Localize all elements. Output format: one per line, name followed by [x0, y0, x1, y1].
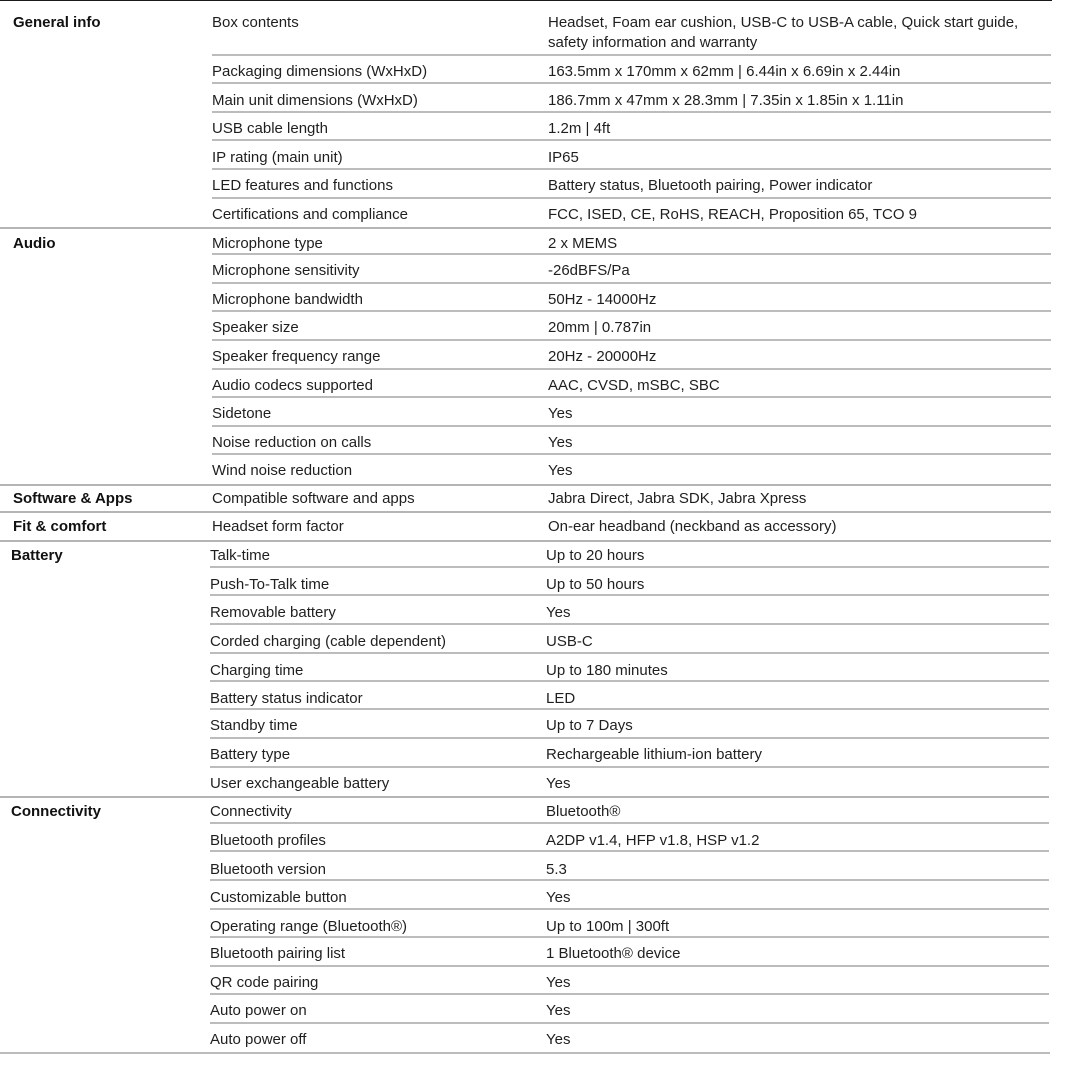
spec-value: Yes [548, 434, 573, 451]
section-label: General info [13, 14, 101, 31]
spec-key: LED features and functions [212, 177, 393, 194]
section-label: Audio [13, 235, 56, 252]
row-divider [212, 396, 1051, 398]
row-divider [210, 993, 1049, 995]
spec-key: Battery type [210, 746, 291, 763]
row-divider [212, 82, 1051, 84]
row-divider [210, 908, 1049, 910]
row-divider [212, 168, 1051, 170]
spec-key: Push-To-Talk time [210, 576, 330, 593]
spec-value: LED [546, 690, 576, 707]
row-divider [212, 282, 1051, 284]
spec-key: Headset form factor [212, 518, 344, 535]
spec-key: Microphone type [212, 235, 323, 252]
spec-key: USB cable length [212, 120, 328, 137]
spec-value: Up to 180 minutes [546, 662, 668, 679]
row-divider [210, 965, 1049, 967]
section-divider [0, 484, 1051, 486]
row-divider [210, 652, 1049, 654]
spec-key: Box contents [212, 14, 299, 31]
spec-key: Corded charging (cable dependent) [210, 633, 446, 650]
spec-key: Removable battery [210, 604, 336, 621]
row-divider [210, 594, 1049, 596]
section-label: Software & Apps [13, 490, 133, 507]
row-divider [210, 936, 1049, 938]
spec-value: Up to 7 Days [546, 717, 633, 734]
spec-key: IP rating (main unit) [212, 149, 343, 166]
spec-key: Bluetooth version [210, 861, 326, 878]
section-divider [0, 511, 1051, 513]
spec-value: Yes [546, 1031, 571, 1048]
spec-value: 1 Bluetooth® device [546, 945, 681, 962]
spec-key: Microphone bandwidth [212, 291, 363, 308]
row-divider [210, 680, 1049, 682]
section-divider [0, 540, 1051, 542]
spec-key: Main unit dimensions (WxHxD) [212, 92, 418, 109]
row-divider [212, 368, 1051, 370]
spec-key: Noise reduction on calls [212, 434, 372, 451]
spec-value: USB-C [546, 633, 593, 650]
section-label: Connectivity [11, 803, 102, 820]
row-divider [212, 139, 1051, 141]
spec-value: Yes [548, 405, 573, 422]
spec-key: Battery status indicator [210, 690, 363, 707]
spec-value: Yes [546, 974, 571, 991]
spec-value: IP65 [548, 149, 579, 166]
spec-value: 50Hz - 14000Hz [548, 291, 657, 308]
spec-key: Connectivity [210, 803, 292, 820]
section-divider [0, 227, 1051, 229]
spec-value: 2 x MEMS [548, 235, 618, 252]
spec-value: Yes [546, 775, 571, 792]
spec-value: 1.2m | 4ft [548, 120, 611, 137]
row-divider [210, 850, 1049, 852]
row-divider [210, 1022, 1049, 1024]
spec-key: Compatible software and apps [212, 490, 415, 507]
row-divider [210, 766, 1049, 768]
spec-key: Bluetooth profiles [210, 832, 326, 849]
spec-value: A2DP v1.4, HFP v1.8, HSP v1.2 [546, 832, 760, 849]
spec-key: User exchangeable battery [210, 775, 390, 792]
spec-key: Auto power off [210, 1031, 307, 1048]
section-label: Battery [11, 547, 63, 564]
row-divider [212, 54, 1051, 56]
spec-key: Packaging dimensions (WxHxD) [212, 63, 428, 80]
spec-value: FCC, ISED, CE, RoHS, REACH, Proposition 65, TCO 9 [548, 206, 918, 223]
spec-value: 163.5mm x 170mm x 62mm | 6.44in x 6.69in x 2.44in [548, 63, 901, 80]
row-divider [212, 453, 1051, 455]
spec-value: 20mm | 0.787in [548, 319, 652, 336]
row-divider [210, 708, 1049, 710]
spec-value: Headset, Foam ear cushion, USB-C to USB-A cable, Quick start guide, safety information and warranty [548, 14, 1019, 51]
row-divider [210, 879, 1049, 881]
spec-value: Up to 20 hours [546, 547, 645, 564]
spec-key: Wind noise reduction [212, 462, 353, 479]
spec-key: Operating range (Bluetooth®) [210, 918, 407, 935]
row-divider [210, 822, 1049, 824]
spec-value: Yes [546, 604, 571, 621]
row-divider [212, 339, 1051, 341]
top-divider [0, 0, 1052, 1]
spec-key: Bluetooth pairing list [210, 945, 346, 962]
spec-value: Up to 100m | 300ft [546, 918, 670, 935]
row-divider [210, 623, 1049, 625]
section-label: Fit & comfort [13, 518, 107, 535]
bottom-divider [0, 1052, 1050, 1054]
spec-value: Bluetooth® [546, 803, 621, 820]
spec-key: Customizable button [210, 889, 347, 906]
spec-value: Rechargeable lithium-ion battery [546, 746, 762, 763]
spec-value: 20Hz - 20000Hz [548, 348, 657, 365]
spec-value: AAC, CVSD, mSBC, SBC [548, 377, 720, 394]
spec-value: Yes [546, 889, 571, 906]
spec-key: Certifications and compliance [212, 206, 408, 223]
spec-key: Auto power on [210, 1002, 307, 1019]
spec-value: 186.7mm x 47mm x 28.3mm | 7.35in x 1.85in x 1.11in [548, 92, 904, 109]
row-divider [212, 253, 1051, 255]
spec-value: Jabra Direct, Jabra SDK, Jabra Xpress [548, 490, 807, 507]
spec-key: Talk-time [210, 547, 271, 564]
spec-value: Up to 50 hours [546, 576, 645, 593]
spec-key: Microphone sensitivity [212, 262, 360, 279]
spec-key: Standby time [210, 717, 298, 734]
spec-value: Yes [546, 1002, 571, 1019]
spec-key: Charging time [210, 662, 304, 679]
row-divider [212, 111, 1051, 113]
section-divider [0, 796, 1049, 798]
spec-key: Speaker size [212, 319, 299, 336]
spec-value: 5.3 [546, 861, 567, 878]
spec-value: -26dBFS/Pa [548, 262, 630, 279]
spec-value: Battery status, Bluetooth pairing, Power indicator [548, 177, 873, 194]
spec-key: Audio codecs supported [212, 377, 373, 394]
row-divider [212, 425, 1051, 427]
spec-key: Speaker frequency range [212, 348, 381, 365]
spec-key: Sidetone [212, 405, 272, 422]
spec-value: Yes [548, 462, 573, 479]
spec-key: QR code pairing [210, 974, 319, 991]
row-divider [212, 310, 1051, 312]
spec-value: On-ear headband (neckband as accessory) [548, 518, 837, 535]
row-divider [210, 566, 1049, 568]
row-divider [210, 737, 1049, 739]
row-divider [212, 197, 1051, 199]
